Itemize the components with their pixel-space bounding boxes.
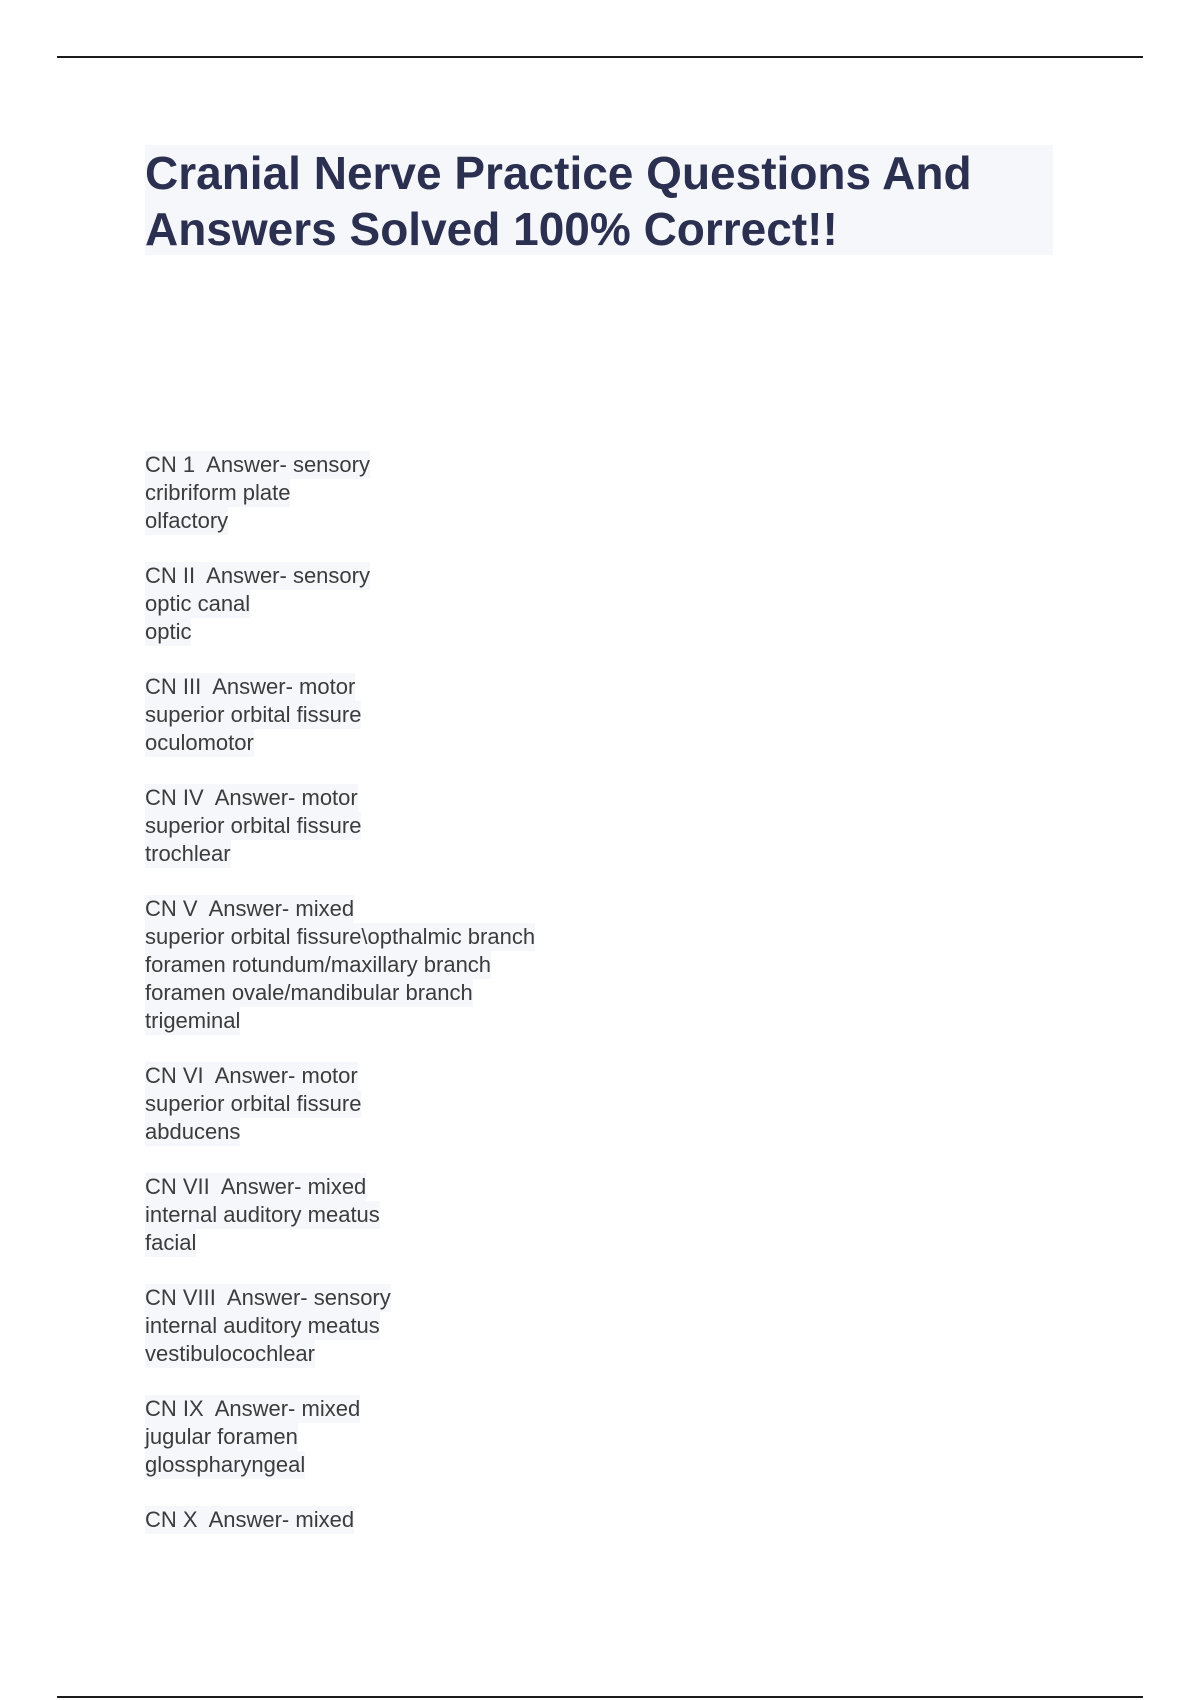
question-label: CN 1: [145, 452, 196, 477]
answer-detail: superior orbital fissure: [145, 702, 362, 727]
question-line: [145, 1506, 354, 1534]
answer-detail: trigeminal: [145, 1008, 241, 1033]
question-line: [145, 1173, 366, 1201]
answer-label: Answer- mixed: [214, 1396, 361, 1421]
qa-entry: [145, 784, 535, 868]
question-line: [145, 1284, 391, 1312]
answer-detail: foramen ovale/mandibular branch: [145, 980, 473, 1005]
qa-entry: [145, 1395, 535, 1479]
qa-entry: [145, 451, 535, 535]
answer-label: Answer- motor: [214, 1063, 358, 1088]
answer-detail: superior orbital fissure: [145, 813, 362, 838]
header-rule: [57, 56, 1143, 58]
qa-entry: [145, 1506, 535, 1534]
question-label: CN VII: [145, 1174, 210, 1199]
question-line: [145, 562, 370, 590]
qa-entry: [145, 1173, 535, 1257]
answer-detail: foramen rotundum/maxillary branch: [145, 952, 492, 977]
qa-entry: [145, 895, 535, 1035]
question-line: [145, 1395, 360, 1423]
answer-label: Answer- motor: [212, 674, 356, 699]
answer-detail: internal auditory meatus: [145, 1202, 380, 1227]
answer-detail: trochlear: [145, 841, 231, 866]
answer-detail: glosspharyngeal: [145, 1452, 306, 1477]
answer-label: Answer- sensory: [206, 563, 370, 588]
question-label: CN VIII: [145, 1285, 216, 1310]
qa-entry: [145, 1284, 535, 1368]
qa-entry: [145, 1062, 535, 1146]
answer-detail: optic canal: [145, 591, 251, 616]
question-label: CN III: [145, 674, 202, 699]
answer-detail: oculomotor: [145, 730, 254, 755]
answer-detail: facial: [145, 1230, 197, 1255]
answer-detail: superior orbital fissure: [145, 1091, 362, 1116]
answer-label: Answer- mixed: [208, 896, 355, 921]
qa-list: [145, 451, 535, 1561]
answer-detail: vestibulocochlear: [145, 1341, 315, 1366]
footer-rule: [57, 1696, 1143, 1698]
qa-entry: [145, 562, 535, 646]
question-line: [145, 451, 370, 479]
document-title: Cranial Nerve Practice Questions And Answers Solved 100% Correct!!: [145, 147, 972, 255]
answer-detail: olfactory: [145, 508, 229, 533]
answer-detail: jugular foramen: [145, 1424, 298, 1449]
question-label: CN X: [145, 1507, 198, 1532]
answer-label: Answer- mixed: [208, 1507, 355, 1532]
question-line: [145, 895, 354, 923]
qa-entry: [145, 673, 535, 757]
answer-detail: internal auditory meatus: [145, 1313, 380, 1338]
question-line: [145, 784, 358, 812]
question-line: [145, 1062, 358, 1090]
question-line: [145, 673, 355, 701]
answer-label: Answer- sensory: [226, 1285, 391, 1310]
answer-detail: abducens: [145, 1119, 241, 1144]
question-label: CN II: [145, 563, 196, 588]
answer-detail: superior orbital fissure\opthalmic branch: [145, 924, 536, 949]
question-label: CN IV: [145, 785, 204, 810]
question-label: CN IX: [145, 1396, 204, 1421]
question-label: CN VI: [145, 1063, 204, 1088]
question-label: CN V: [145, 896, 198, 921]
answer-label: Answer- motor: [214, 785, 358, 810]
answer-detail: optic: [145, 619, 192, 644]
answer-label: Answer- mixed: [220, 1174, 367, 1199]
answer-label: Answer- sensory: [206, 452, 370, 477]
answer-detail: cribriform plate: [145, 480, 291, 505]
